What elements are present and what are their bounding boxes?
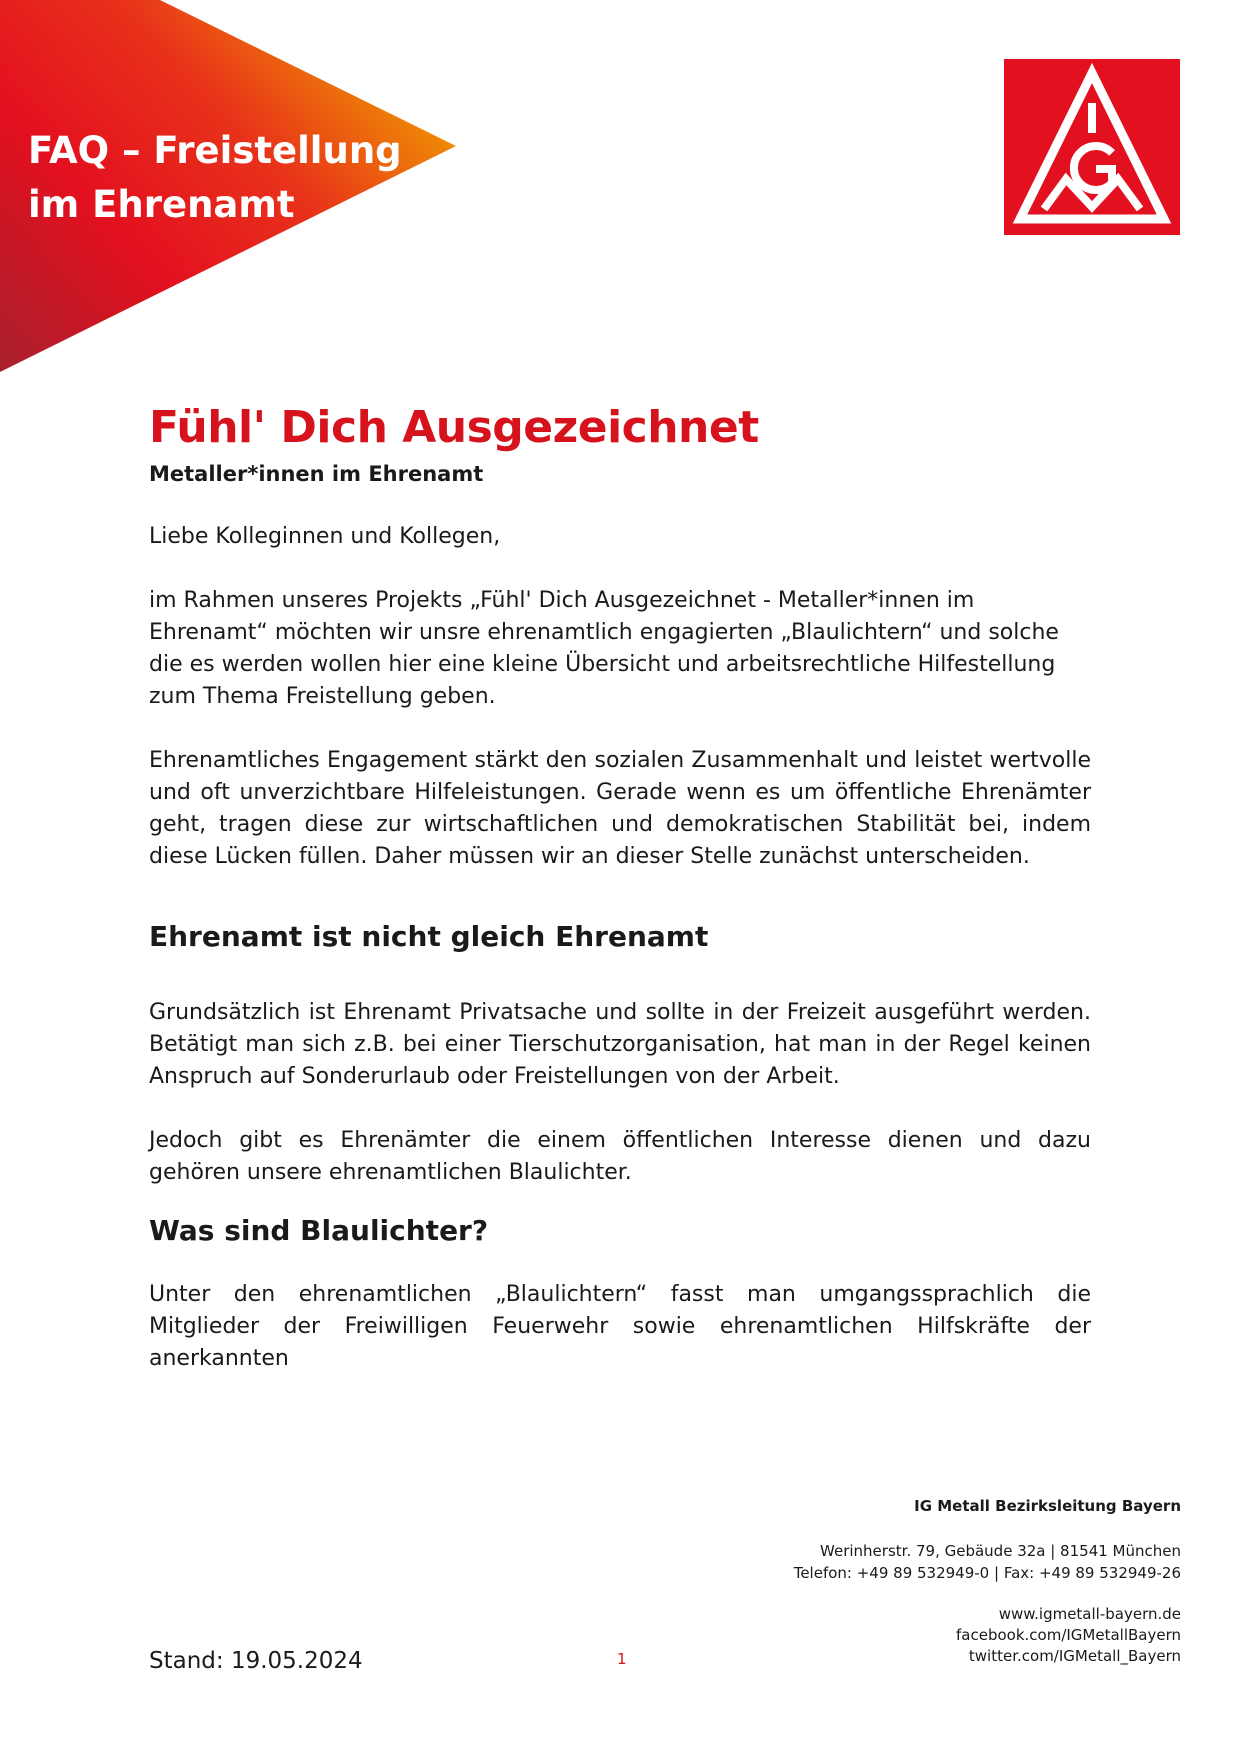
footer-address: Werinherstr. 79, Gebäude 32a | 81541 München: [820, 1542, 1181, 1560]
igm-logo: [1004, 59, 1180, 235]
document-body: [149, 400, 1091, 1375]
banner-title-line-1: FAQ – Freistellung: [28, 129, 402, 172]
header-banner: [0, 0, 460, 380]
blaulichter-paragraph: Unter den ehrenamtlichen „Blaulichtern“ fasst man umgangssprachlich die Mitglieder der Freiwilligen Feuerwehr sowie ehrenamtlichen Hilfskräfte der anerkannten: [149, 1282, 1091, 1371]
footer-phone: Telefon: +49 89 532949-0 | Fax: +49 89 532949-26: [793, 1564, 1181, 1582]
engagement-paragraph: Ehrenamtliches Engagement stärkt den sozialen Zusammenhalt und leistet wertvolle und oft unverzichtbare Hilfeleistungen. Gerade wenn es um öffentliche Ehrenämter geht, tragen diese zur wirtschaftlichen und demokratischen Stabilität bei, indem diese Lücken füllen. Daher müssen wir an dieser Stelle zunächst unterscheiden.: [149, 748, 1091, 869]
section-heading-blaulichter: Was sind Blaulichter?: [149, 1214, 489, 1247]
greeting: Liebe Kolleginnen und Kollegen,: [149, 524, 501, 549]
footer-website-link[interactable]: www.igmetall-bayern.de: [998, 1605, 1181, 1623]
footer-contact: [794, 1540, 1181, 1584]
document-title: Fühl' Dich Ausgezeichnet: [149, 402, 759, 453]
section-heading-ehrenamt: Ehrenamt ist nicht gleich Ehrenamt: [149, 920, 709, 953]
footer-links: [956, 1604, 1181, 1667]
page-number: 1: [617, 1650, 627, 1668]
public-interest-paragraph: Jedoch gibt es Ehrenämter die einem öffentlichen Interesse dienen und dazu gehören unsere ehrenamtlichen Blaulichter.: [149, 1128, 1091, 1185]
intro-paragraph: im Rahmen unseres Projekts „Fühl' Dich Ausgezeichnet - Metaller*innen im Ehrenamt“ möchten wir unsre ehrenamtlich engagierten „Blaulichtern“ und solche die es werden wollen hier eine kleine Übersicht und arbeitsrechtliche Hilfestellung zum Thema Freistellung geben.: [149, 588, 1059, 709]
footer-twitter-link[interactable]: twitter.com/IGMetall_Bayern: [968, 1647, 1181, 1665]
document-subtitle: Metaller*innen im Ehrenamt: [149, 462, 484, 486]
igm-logo-icon: [1004, 59, 1180, 235]
footer-organization: IG Metall Bezirksleitung Bayern: [914, 1497, 1181, 1515]
banner-title: [28, 124, 402, 232]
footer-facebook-link[interactable]: facebook.com/IGMetallBayern: [956, 1626, 1181, 1644]
privatsache-paragraph: Grundsätzlich ist Ehrenamt Privatsache und sollte in der Freizeit ausgeführt werden. Betätigt man sich z.B. bei einer Tierschutzorganisation, hat man in der Regel keinen Anspruch auf Sonderurlaub oder Freistellungen von der Arbeit.: [149, 1000, 1091, 1089]
banner-title-line-2: im Ehrenamt: [28, 183, 295, 226]
stand-date: Stand: 19.05.2024: [149, 1648, 363, 1674]
